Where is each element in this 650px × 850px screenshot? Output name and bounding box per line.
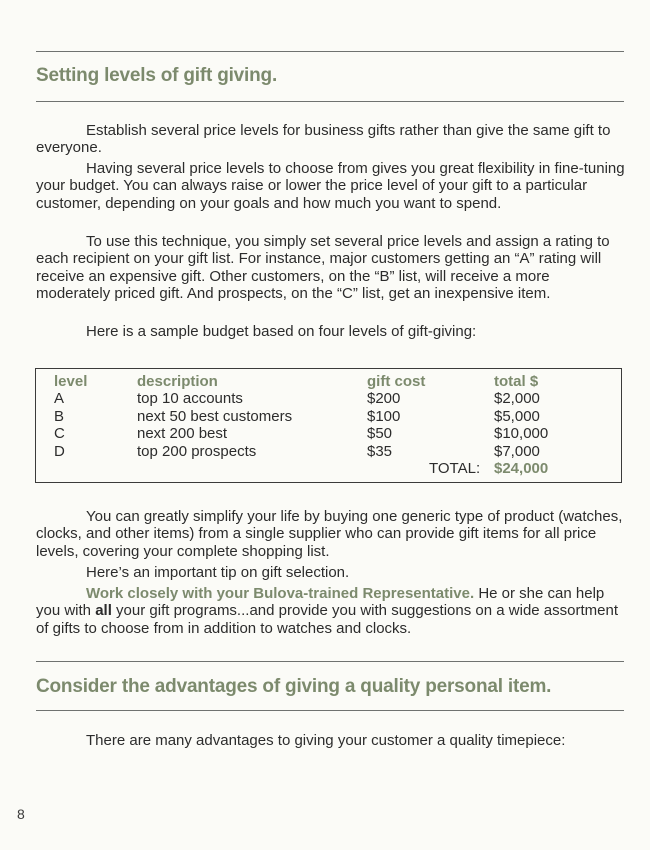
column-description — [137, 373, 292, 460]
cell-total: $7,000 — [494, 442, 540, 460]
paragraph-text: To use this technique, you simply set several price levels and assign a rating to each recipient on your gift list. For instance, major customers getting an “A” rating will receive an expensive gift. Other customers, on the “B” list, will receive a more moderately priced gift. And prospects, on the “C” list, get an inexpensive item. — [36, 233, 610, 303]
paragraph-single-supplier — [36, 508, 626, 560]
paragraph-tip — [36, 564, 626, 581]
cell-total: $5,000 — [494, 407, 540, 425]
paragraph-text: Establish several price levels for business gifts rather than give the same gift to everyone. — [36, 122, 611, 157]
paragraph-text: He or she can help you with — [36, 585, 605, 620]
cell-gift-cost: $200 — [367, 390, 401, 408]
paragraph-price-levels — [36, 122, 626, 157]
header-description: description — [137, 373, 218, 390]
section-heading-gift-levels: Setting levels of gift giving. — [36, 65, 278, 86]
all-emphasis: all — [95, 602, 112, 620]
heading-underline-rule — [36, 101, 624, 102]
paragraph-text: There are many advantages to giving your customer a quality timepiece: — [86, 732, 566, 749]
paragraph-representative — [36, 585, 626, 637]
header-gift-cost: gift cost — [367, 373, 426, 390]
paragraph-text: Here is a sample budget based on four levels of gift-giving: — [86, 323, 477, 340]
cell-description: top 200 prospects — [137, 442, 257, 460]
paragraph-text: You can greatly simplify your life by buying one generic type of product (watches, clocks, and other items) from a single supplier who can provide gift items for all price levels, covering your complete shopping list. — [36, 508, 623, 560]
section-heading-quality-item: Consider the advantages of giving a quality personal item. — [36, 676, 552, 697]
total-label: TOTAL: — [429, 460, 481, 477]
cell-description: next 50 best customers — [137, 407, 293, 425]
budget-table — [35, 368, 622, 483]
paragraph-text: Having several price levels to choose from gives you great flexibility in fine-tuning your budget. You can always raise or lower the price level of your gift to a particular customer, depending on your goals and how much you want to spend. — [36, 160, 625, 212]
cell-level: B — [54, 407, 65, 425]
cell-level: D — [54, 442, 65, 460]
paragraph-text: your gift programs...and provide you with suggestions on a wide assortment of gifts to choose from in addition to watches and clocks. — [36, 602, 618, 637]
cell-gift-cost: $35 — [367, 442, 393, 460]
section2-top-rule — [36, 661, 624, 662]
cell-total: $10,000 — [494, 425, 549, 443]
paragraph-sample-budget-intro — [36, 323, 626, 340]
paragraph-text: Here’s an important tip on gift selection. — [86, 564, 350, 581]
cell-gift-cost: $50 — [367, 425, 393, 443]
total-value: $24,000 — [494, 460, 549, 477]
header-total: total $ — [494, 373, 539, 390]
column-total — [494, 373, 548, 460]
header-level: level — [54, 373, 88, 390]
cell-level: A — [54, 390, 65, 408]
representative-emphasis: Work closely with your Bulova-trained Representative. — [86, 585, 475, 602]
paragraph-technique — [36, 233, 626, 303]
cell-level: C — [54, 425, 65, 443]
column-level — [54, 373, 87, 460]
cell-gift-cost: $100 — [367, 407, 401, 425]
column-gift-cost — [367, 373, 425, 460]
page-number: 8 — [17, 806, 25, 822]
section2-underline-rule — [36, 710, 624, 711]
paragraph-flexibility — [36, 160, 626, 212]
cell-description: next 200 best — [137, 425, 228, 443]
paragraph-advantages — [36, 732, 626, 749]
cell-total: $2,000 — [494, 390, 540, 408]
cell-description: top 10 accounts — [137, 390, 243, 408]
top-rule — [36, 51, 624, 52]
